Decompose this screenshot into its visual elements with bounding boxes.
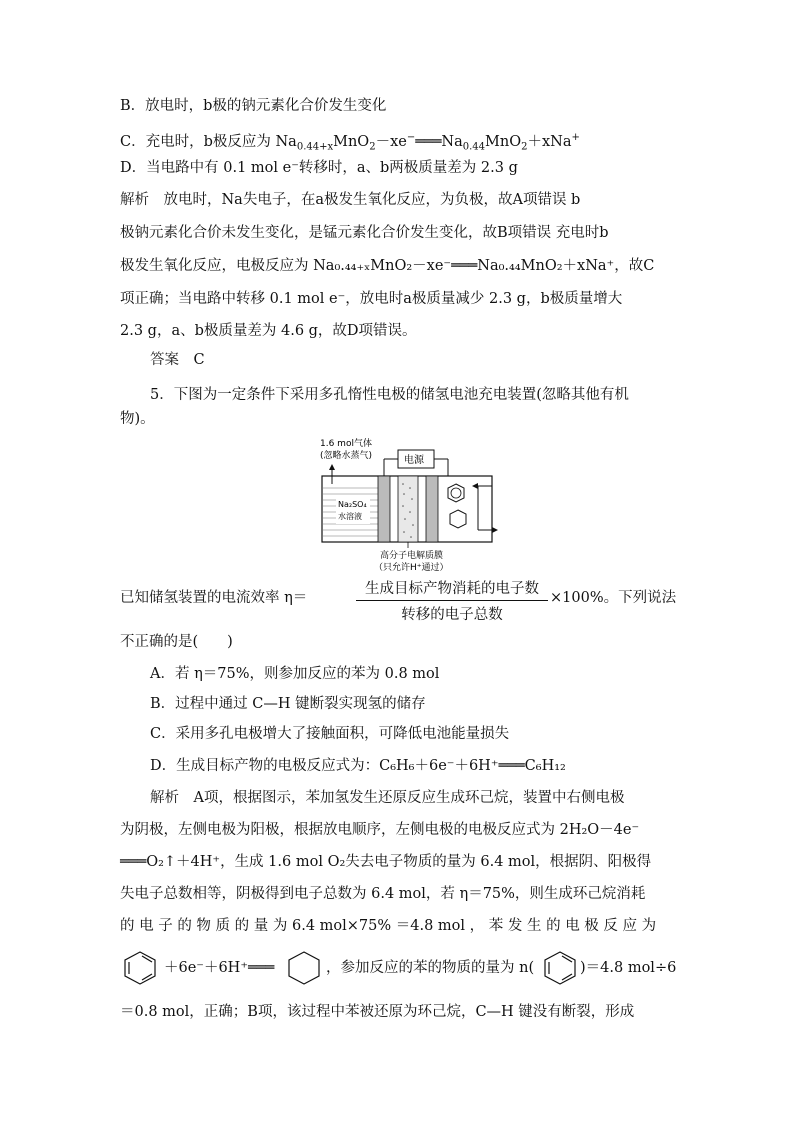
efficiency-numerator: 生成目标产物消耗的电子数 xyxy=(356,577,548,601)
analysis-tag: 解析 xyxy=(120,192,149,208)
analysis2-text-1: A项，根据图示，苯加氢发生还原反应生成环己烷，装置中右侧电极 xyxy=(193,790,625,806)
option-5d: D．生成目标产物的电极反应式为：C₆H₆＋6e⁻＋6H⁺═══C₆H₁₂ xyxy=(150,758,566,774)
answer-tag: 答案 xyxy=(150,352,179,368)
analysis2-line-6b: ，参加反应的苯的物质的量为 n( xyxy=(326,960,535,976)
gas-label-2: (忽略水蒸气) xyxy=(320,451,373,461)
option-5a: A．若 η＝75%，则参加反应的苯为 0.8 mol xyxy=(150,666,440,682)
option-c-text-4: ═══Na xyxy=(415,133,463,150)
benzene-ring-inner xyxy=(451,488,461,498)
option-c-text-2: MnO xyxy=(333,133,370,150)
benzene-ring-inline xyxy=(120,950,160,986)
solution-label-2: 水溶液 xyxy=(338,512,362,521)
option-c-sub-4: 2 xyxy=(521,141,528,153)
option-c-sub-2: 2 xyxy=(369,141,376,153)
gas-label-1: 1.6 mol气体 xyxy=(320,439,372,449)
option-c xyxy=(120,128,580,158)
question-5-line-2: 物)。 xyxy=(120,411,155,427)
benzene-ring xyxy=(448,484,464,502)
answer-value: C xyxy=(193,352,205,368)
efficiency-denominator: 转移的电子总数 xyxy=(401,607,503,623)
solution-label-1: Na₂SO₄ xyxy=(338,500,367,509)
option-b: B．放电时，b极的钠元素化合价发生变化 xyxy=(120,98,387,114)
benzene-ring-inline-2 xyxy=(540,950,580,986)
analysis2-line-6c: )＝4.8 mol÷6 xyxy=(580,960,677,976)
inlet-arrowhead xyxy=(472,483,478,489)
answer xyxy=(150,350,205,370)
left-electrode xyxy=(378,476,390,542)
analysis2-line-4: 失电子总数相等，阴极得到电子总数为 6.4 mol，若 η＝75%，则生成环己烷消耗 xyxy=(120,886,646,902)
efficiency-fraction xyxy=(356,577,548,624)
analysis2-tag: 解析 xyxy=(150,790,179,806)
analysis-line-4: 项正确；当电路中转移 0.1 mol e⁻，放电时a极质量减少 2.3 g，b极质量增大 xyxy=(120,291,623,307)
option-c-text-5: MnO xyxy=(485,133,522,150)
option-c-sup-1: − xyxy=(406,132,416,143)
right-electrode xyxy=(426,476,438,542)
membrane-label-2: （只允许H⁺通过） xyxy=(374,563,449,572)
option-d: D．当电路中有 0.1 mol e⁻转移时，a、b两极质量差为 2.3 g xyxy=(120,160,518,176)
option-5c: C．采用多孔电极增大了接触面积，可降低电池能量损失 xyxy=(150,726,510,742)
option-c-text-1: C．充电时，b极反应为 Na xyxy=(120,133,297,150)
option-c-sub-3: 0.44 xyxy=(462,141,486,153)
gas-arrowhead xyxy=(329,464,335,470)
outlet-arrowhead xyxy=(492,527,498,533)
analysis-line-2: 极钠元素化合价未发生变化，是锰元素化合价发生变化，故B项错误 充电时b xyxy=(120,225,609,241)
analysis2-line-3: ═══O₂↑＋4H⁺，生成 1.6 mol O₂失去电子物质的量为 6.4 mol，根据阴、阳极得 xyxy=(120,854,652,870)
membrane xyxy=(398,476,418,542)
electrolysis-diagram xyxy=(318,436,498,572)
analysis-line-3: 极发生氧化反应，电极反应为 Na₀.₄₄₊ₓMnO₂－xe⁻═══Na₀.₄₄MnO₂＋xNa⁺，故C xyxy=(120,258,655,274)
option-5b: B．过程中通过 C—H 键断裂实现氢的储存 xyxy=(150,696,426,712)
analysis-1 xyxy=(120,190,580,210)
option-c-sup-2: + xyxy=(571,132,580,143)
analysis2-line-1 xyxy=(150,788,624,808)
efficiency-suffix: ×100%。下列说法 xyxy=(550,590,677,606)
option-c-text-6: ＋xNa xyxy=(527,133,572,150)
analysis2-line-7: ＝0.8 mol，正确；B项，该过程中苯被还原为环己烷，C—H 键没有断裂，形成 xyxy=(120,1004,635,1020)
analysis2-line-2: 为阴极，左侧电极为阳极，根据放电顺序，左侧电极的电极反应式为 2H₂O－4e⁻ xyxy=(120,822,640,838)
analysis2-line-5: 的 电 子 的 物 质 的 量 为 6.4 mol×75% ＝4.8 mol ， 苯 发 生 的 电 极 反 应 为 xyxy=(120,918,657,934)
membrane-label-1: 高分子电解质膜 xyxy=(380,551,444,561)
cyclohexane-ring-inline xyxy=(284,950,324,986)
question-5-line-1: 5．下图为一定条件下采用多孔惰性电极的储氢电池充电装置(忽略其他有机 xyxy=(150,387,629,403)
analysis2-line-6a: ＋6e⁻＋6H⁺═══ xyxy=(164,960,275,976)
analysis-line-5: 2.3 g，a、b极质量差为 4.6 g，故D项错误。 xyxy=(120,323,417,339)
option-c-text-3: －xe xyxy=(375,133,407,150)
option-c-sub-1: 0.44+x xyxy=(296,141,334,153)
efficiency-prefix: 已知储氢装置的电流效率 η＝ xyxy=(120,590,308,606)
power-label: 电源 xyxy=(404,455,424,466)
analysis-line-1: 放电时，Na失电子，在a极发生氧化反应，为负极，故A项错误 b xyxy=(163,192,581,208)
question-5-line-3: 不正确的是( ) xyxy=(120,634,233,650)
cyclohexane-ring xyxy=(450,510,466,528)
